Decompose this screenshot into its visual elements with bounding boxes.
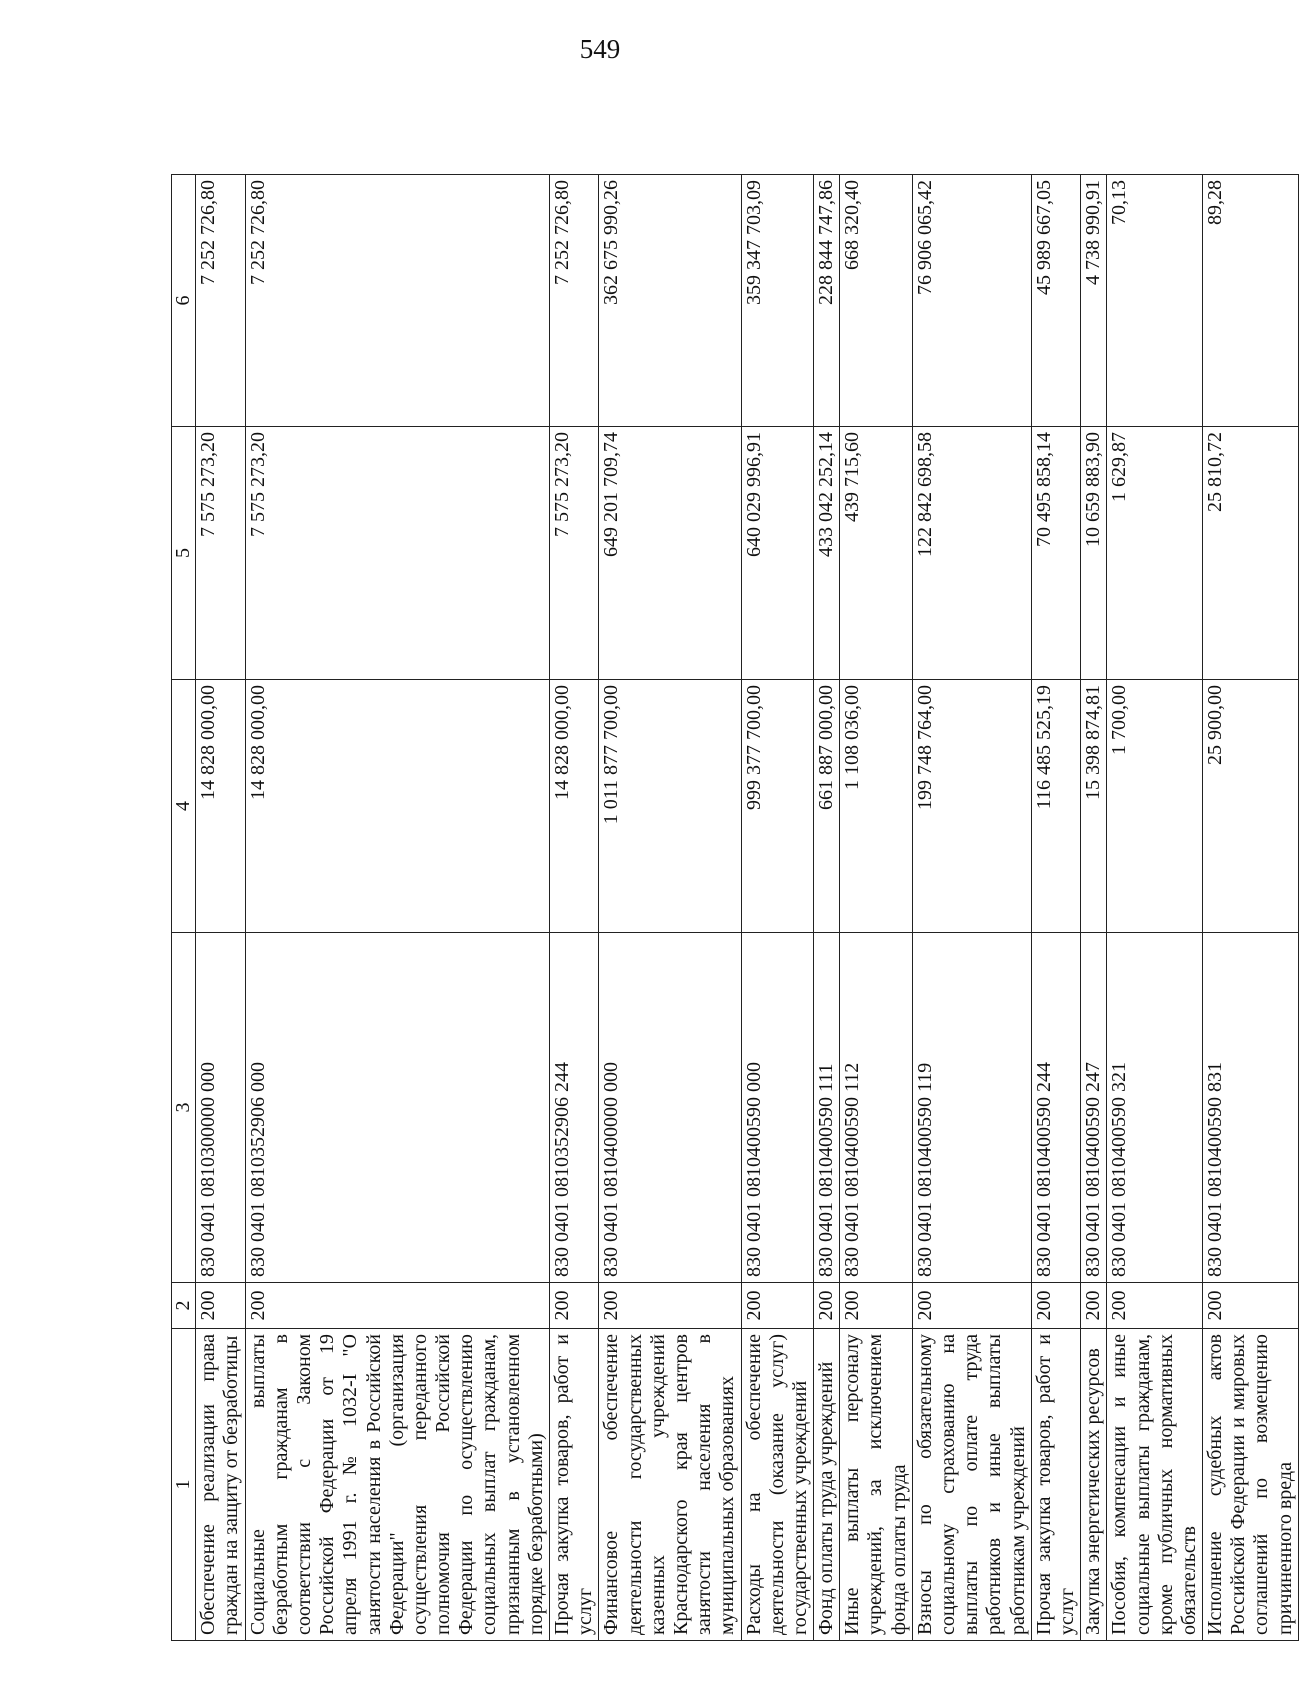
row-code: 830 0401 0810352906 244: [550, 933, 599, 1283]
row-code: 830 0401 0810400590 119: [912, 933, 1031, 1283]
row-name: Иные выплаты персоналу учреждений, за исключением фонда оплаты труда: [840, 1329, 913, 1641]
row-col6: 76 906 065,42: [912, 175, 1031, 427]
row-name: Социальные выплаты безработным гражданам в соответствии с Законом Российской Федерации от 19 апреля 1991 г. № 1032-I "О занятости населения в Российской Федерации" (организация осуществления переданного полномочия Российской Федерации по осуществлению социальных выплат гражданам, признанным в установленном порядке безработными): [245, 1329, 549, 1641]
table-row: [196, 175, 245, 1641]
table-row: [550, 175, 599, 1641]
header-cell: 5: [172, 427, 196, 680]
rotated-table-container: [171, 175, 1296, 1641]
row-code: 830 0401 0810400590 111: [814, 933, 840, 1283]
header-cell: 4: [172, 680, 196, 933]
row-name: Расходы на обеспечение деятельности (оказание услуг) государственных учреждений: [741, 1329, 814, 1641]
row-name: Фонд оплаты труда учреждений: [814, 1329, 840, 1641]
row-name: Исполнение судебных актов Российской Федерации и мировых соглашений по возмещению причиненного вреда: [1203, 1329, 1299, 1641]
row-code: 830 0401 0810352906 000: [245, 933, 549, 1283]
row-code: 830 0401 0810400590 112: [840, 933, 913, 1283]
row-col4: 661 887 000,00: [814, 680, 840, 933]
table-row: [840, 175, 913, 1641]
row-col2: 200: [840, 1283, 913, 1329]
budget-table: [171, 174, 1299, 1641]
row-col5: 7 575 273,20: [550, 427, 599, 680]
row-col5: 439 715,60: [840, 427, 913, 680]
row-col4: 15 398 874,81: [1081, 680, 1107, 933]
row-col2: 200: [245, 1283, 549, 1329]
row-col5: 10 659 883,90: [1081, 427, 1107, 680]
row-col2: 200: [196, 1283, 245, 1329]
row-name: Финансовое обеспечение деятельности государственных казенных учреждений Краснодарского края центров занятости населения в муниципальных образованиях: [599, 1329, 741, 1641]
row-col2: 200: [814, 1283, 840, 1329]
row-col5: 122 842 698,58: [912, 427, 1031, 680]
row-col2: 200: [1107, 1283, 1203, 1329]
row-col4: 999 377 700,00: [741, 680, 814, 933]
row-name: Взносы по обязательному социальному страхованию на выплаты по оплате труда работников и иные выплаты работникам учреждений: [912, 1329, 1031, 1641]
row-col2: 200: [912, 1283, 1031, 1329]
row-col2: 200: [550, 1283, 599, 1329]
row-col4: 1 011 877 700,00: [599, 680, 741, 933]
row-col5: 649 201 709,74: [599, 427, 741, 680]
row-col6: 70,13: [1107, 175, 1203, 427]
row-col2: 200: [741, 1283, 814, 1329]
row-col6: 668 320,40: [840, 175, 913, 427]
row-col6: 45 989 667,05: [1031, 175, 1080, 427]
row-col2: 200: [1203, 1283, 1299, 1329]
row-col2: 200: [1081, 1283, 1107, 1329]
row-col6: 7 252 726,80: [550, 175, 599, 427]
row-name: Пособия, компенсации и иные социальные выплаты гражданам, кроме публичных нормативных обязательств: [1107, 1329, 1203, 1641]
row-name: Закупка энергетических ресурсов: [1081, 1329, 1107, 1641]
row-col6: 4 738 990,91: [1081, 175, 1107, 427]
row-code: 830 0401 0810400000 000: [599, 933, 741, 1283]
row-code: 830 0401 0810400590 321: [1107, 933, 1203, 1283]
row-col5: 433 042 252,14: [814, 427, 840, 680]
row-col4: 14 828 000,00: [245, 680, 549, 933]
row-col6: 89,28: [1203, 175, 1299, 427]
row-col5: 7 575 273,20: [196, 427, 245, 680]
row-col4: 199 748 764,00: [912, 680, 1031, 933]
table-row: [1031, 175, 1080, 1641]
row-col6: 228 844 747,86: [814, 175, 840, 427]
row-col4: 1 108 036,00: [840, 680, 913, 933]
row-col5: 7 575 273,20: [245, 427, 549, 680]
row-col2: 200: [599, 1283, 741, 1329]
row-col4: 14 828 000,00: [550, 680, 599, 933]
row-col4: 25 900,00: [1203, 680, 1299, 933]
row-col6: 362 675 990,26: [599, 175, 741, 427]
table-row: [741, 175, 814, 1641]
header-cell: 1: [172, 1329, 196, 1641]
row-col5: 640 029 996,91: [741, 427, 814, 680]
row-code: 830 0401 0810300000 000: [196, 933, 245, 1283]
header-cell: 6: [172, 175, 196, 427]
row-code: 830 0401 0810400590 244: [1031, 933, 1080, 1283]
row-col6: 7 252 726,80: [245, 175, 549, 427]
row-name: Прочая закупка товаров, работ и услуг: [1031, 1329, 1080, 1641]
row-col4: 116 485 525,19: [1031, 680, 1080, 933]
header-cell: 3: [172, 933, 196, 1283]
row-col5: 70 495 858,14: [1031, 427, 1080, 680]
table-row: [814, 175, 840, 1641]
page-number: 549: [579, 34, 621, 64]
row-code: 830 0401 0810400590 247: [1081, 933, 1107, 1283]
table-row: [599, 175, 741, 1641]
row-code: 830 0401 0810400590 000: [741, 933, 814, 1283]
table-row: [245, 175, 549, 1641]
row-col2: 200: [1031, 1283, 1080, 1329]
row-col4: 1 700,00: [1107, 680, 1203, 933]
row-col5: 1 629,87: [1107, 427, 1203, 680]
row-name: Обеспечение реализации права граждан на защиту от безработицы: [196, 1329, 245, 1641]
row-col6: 7 252 726,80: [196, 175, 245, 427]
row-name: Прочая закупка товаров, работ и услуг: [550, 1329, 599, 1641]
table-row: [1107, 175, 1203, 1641]
row-col6: 359 347 703,09: [741, 175, 814, 427]
row-col5: 25 810,72: [1203, 427, 1299, 680]
row-col4: 14 828 000,00: [196, 680, 245, 933]
table-header-row: [172, 175, 196, 1641]
table-row: [912, 175, 1031, 1641]
row-code: 830 0401 0810400590 831: [1203, 933, 1299, 1283]
header-cell: 2: [172, 1283, 196, 1329]
table-row: [1081, 175, 1107, 1641]
table-row: [1203, 175, 1299, 1641]
